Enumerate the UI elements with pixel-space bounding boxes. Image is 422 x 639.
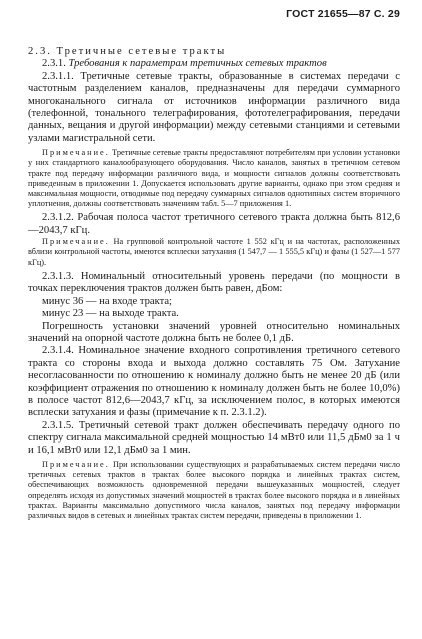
- paragraph-p2313b: минус 23 — на выходе тракта.: [42, 308, 179, 320]
- page-header: ГОСТ 21655—87 С. 29: [286, 8, 400, 20]
- paragraph-p2313a: минус 36 — на входе тракта;: [42, 295, 172, 307]
- paragraph-p2312: 2.3.1.2. Рабочая полоса частот третичного сетевого тракта должна быть 812,6—2043,7 кГц.: [28, 212, 400, 236]
- paragraph-p2315: 2.3.1.5. Третичный сетевой тракт должен обеспечивать передачу одного по спектру сигнала максимальной средней мощностью 14 мВт0 или 11,5 дБм0 за 1 ч и 16,1 мВт0 или 12,1 дБм0 за 1 мин.: [28, 419, 400, 456]
- paragraph-n1: Примечание. Третичные сетевые тракты предоставляют потребителям при условии установки у них стандартного каналообразующего оборудования. Число каналов, занятых в третичном сетевом тракте под передачу информации различного вида, и мощности сигналов должны соответствовать приведенным в приложении 1. Допускается использовать другие варианты, однако при этом средняя и максимальная мощности, отводимые под передачу суммарных сигналов однотипных систем вторичного уплотнения, должны соответствовать значениям табл. 5—7 приложения 1.: [28, 148, 400, 209]
- paragraph-p2311: 2.3.1.1. Третичные сетевые тракты, образованные в системах передачи с частотным разделением каналов, предназначены для передачи суммарного многоканального сигнала от источников информации различного вида (телефонной, тонального телеграфирования, фототелеграфирования, передачи данных, вещания и другой информации) между сетевыми станциями и сетевыми узлами магистральной сети.: [28, 70, 400, 144]
- paragraph-h23: 2.3. Третичные сетевые тракты: [28, 46, 227, 57]
- paragraph-p2313: 2.3.1.3. Номинальный относительный уровень передачи (по мощности в точках переключения трактов должен быть равен, дБом:: [28, 270, 400, 295]
- paragraph-h231: 2.3.1. Требования к параметрам третичных сетевых трактов: [42, 58, 327, 70]
- paragraph-n3: Примечание. При использовании существующих и разрабатываемых систем передачи число третичных сетевых трактов в трактах более высокого порядка и линейных трактах систем, обеспечивающих возможность одновременной передачи вышеуказанных мощностей, следует определять исходя из допустимых значений мощностей в трактах более высокого порядка и в линейных трактах. Варианты максимально допустимого числа каналов, занятых под передачу информации различных видов в сетевых и линейных трактах систем передачи, приведены в приложении 1.: [28, 459, 400, 520]
- document-body: [28, 46, 400, 521]
- paragraph-p2314: 2.3.1.4. Номинальное значение входного сопротивления третичного сетевого тракта со стороны входа и выхода должно составлять 75 Ом. Затухание несогласованности по отношению к номиналу должно быть не менее 20 дБ (или коэффициент отражения по отношению к номиналу должен быть не более 10,0%) в полосе частот 812,6—2043,7 кГц, за исключением полос, в которых имеются всплески затухания и фазы (примечание к п. 2.3.1.2).: [28, 345, 400, 419]
- paragraph-n2: Примечание. На групповой контрольной частоте 1 552 кГц и на частотах, расположенных вблизи контрольной частоты, имеются всплески затухания (1 547,7 — 1 555,5 кГц) и фазы (1 527—1 577 кГц).: [28, 237, 400, 267]
- paragraph-p2313c: Погрешность установки значений уровней относительно номинальных значений на опорной частоте должна быть не более 0,1 дБ.: [28, 320, 400, 344]
